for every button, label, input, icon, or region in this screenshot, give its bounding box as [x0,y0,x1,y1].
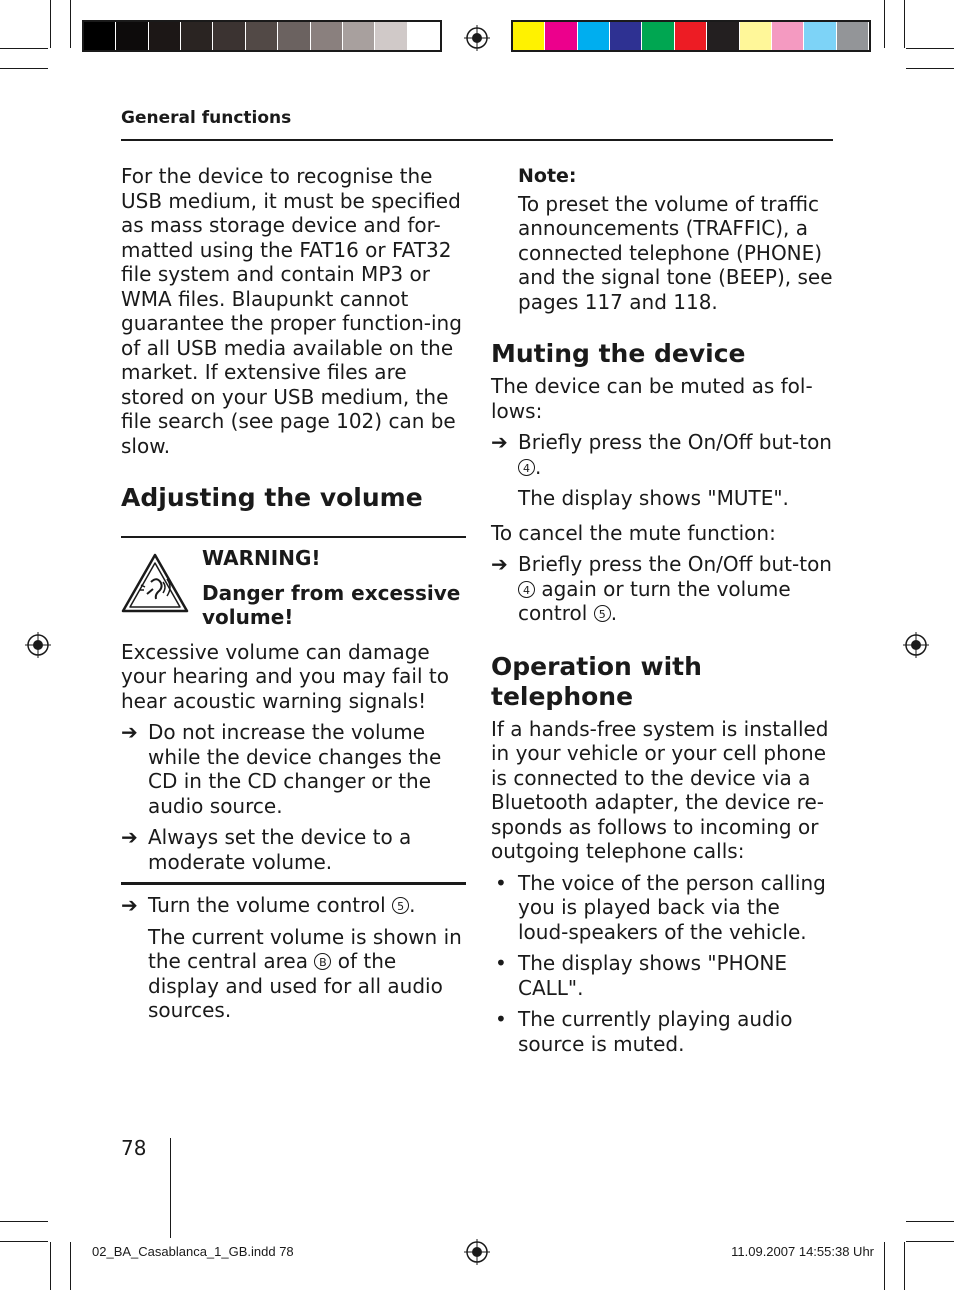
list-item: • The voice of the person calling you is played back via the loud-speakers of the vehicle. [495,870,826,944]
color-swatch [804,22,836,50]
color-swatch [772,22,804,50]
cancel-mute-intro: To cancel the mute function: [491,520,776,545]
list-item: • The currently playing audio source is muted. [495,1007,793,1056]
color-swatch [343,22,375,50]
crop-mark [906,1241,954,1242]
color-swatch [545,22,577,50]
key-number-badge: 5 [594,605,611,622]
running-header: General functions [121,108,292,128]
volume-step-result: The current volume is shown in the central area B of the display and used for all audio sources. [148,924,462,1022]
heading-muting-device: Muting the device [491,339,746,368]
crop-mark [0,1221,48,1222]
key-number-badge: 4 [518,459,535,476]
note-text: To preset the volume of traffic announcements (TRAFFIC), a connected telephone (PHONE) and the signal tone (BEEP), see pages 117 and 118. [518,191,833,314]
warning-title: WARNING! [202,546,321,570]
warning-text: Excessive volume can damage your hearing and you may fail to hear acoustic warning signals! [121,639,449,713]
key-number-badge: 4 [518,581,535,598]
bullet-icon: • [495,951,507,975]
color-swatch [149,22,181,50]
color-swatch [408,22,440,50]
color-calibration-bar [511,20,871,52]
note-block [491,164,836,314]
list-item: • The display shows "PHONE CALL". [495,951,788,1000]
cancel-mute-step: ➔ Briefly press the On/Off but-ton 4 again or turn the volume control 5 . [491,552,832,625]
mute-intro: The device can be muted as fol-lows: [491,374,813,423]
registration-mark-icon [464,1239,490,1265]
volume-step: ➔ Turn the volume control 5 . [121,893,416,917]
crop-mark [884,0,885,48]
crop-mark [70,1242,71,1290]
registration-mark-icon [903,632,929,658]
right-column [491,164,836,1056]
warning-list-item: ➔ Do not increase the volume while the device changes the CD in the CD changer or the audio source. [121,720,442,818]
phone-intro: If a hands-free system is installed in your vehicle or your cell phone is connected to the device via a Bluetooth adapter, the device re-sponds as follows to incoming or outgoing telephone calls: [491,716,829,863]
left-column [121,164,466,1023]
color-swatch [213,22,245,50]
crop-mark [906,1221,954,1222]
footer-timestamp: 11.09.2007 14:55:38 Uhr [731,1244,874,1259]
registration-mark-icon [25,632,51,658]
color-swatch [116,22,148,50]
color-swatch [513,22,545,50]
color-swatch [246,22,278,50]
color-swatch [84,22,116,50]
mute-result: The display shows "MUTE". [518,486,789,510]
warning-list-item: ➔ Always set the device to a moderate volume. [121,825,412,874]
crop-mark [884,1242,885,1290]
color-swatch [278,22,310,50]
header-rule [121,139,833,141]
color-swatch [181,22,213,50]
crop-mark [0,68,48,69]
color-swatch [610,22,642,50]
arrow-icon: ➔ [491,552,508,576]
color-swatch [578,22,610,50]
crop-mark [906,48,954,49]
key-number-badge: 5 [392,897,409,914]
crop-mark [906,68,954,69]
arrow-icon: ➔ [121,893,138,917]
warning-box [121,536,466,885]
heading-operation-telephone: Operation with telephone [491,651,702,711]
usb-intro-paragraph: For the device to recognise the USB medium, it must be specified as mass storage device and for-matted using the FAT16 or FAT32 file system and contain MP3 or WMA files. Blaupunkt cannot guarantee the proper function-ing of all USB media available on the market. If extensive files are stored on your USB medium, the file search (see page 102) can be slow. [121,164,462,458]
hearing-warning-icon [121,552,189,614]
gutter-line [170,1138,171,1238]
registration-mark-icon [464,25,490,51]
arrow-icon: ➔ [121,825,138,849]
page-number: 78 [121,1136,147,1160]
crop-mark [70,0,71,48]
footer-filename: 02_BA_Casablanca_1_GB.indd 78 [92,1244,294,1259]
color-swatch [642,22,674,50]
color-swatch [375,22,407,50]
arrow-icon: ➔ [121,720,138,744]
crop-mark [50,0,51,48]
color-swatch [675,22,707,50]
crop-mark [0,1241,48,1242]
arrow-icon: ➔ [491,430,508,454]
color-swatch [311,22,343,50]
note-label: Note: [518,165,577,187]
bullet-icon: • [495,1007,507,1031]
color-swatch [707,22,739,50]
mute-step: ➔ Briefly press the On/Off but-ton 4 . [491,430,832,479]
display-area-badge: B [314,953,331,970]
bullet-icon: • [495,870,507,895]
warning-header [121,546,466,630]
crop-mark [904,0,905,48]
color-swatch [740,22,772,50]
warning-subtitle: Danger from excessive volume! [202,580,461,629]
color-swatch [837,22,869,50]
gray-calibration-bar [82,20,442,52]
crop-mark [50,1242,51,1290]
crop-mark [904,1242,905,1290]
crop-mark [0,48,48,49]
heading-adjusting-volume: Adjusting the volume [121,483,423,512]
